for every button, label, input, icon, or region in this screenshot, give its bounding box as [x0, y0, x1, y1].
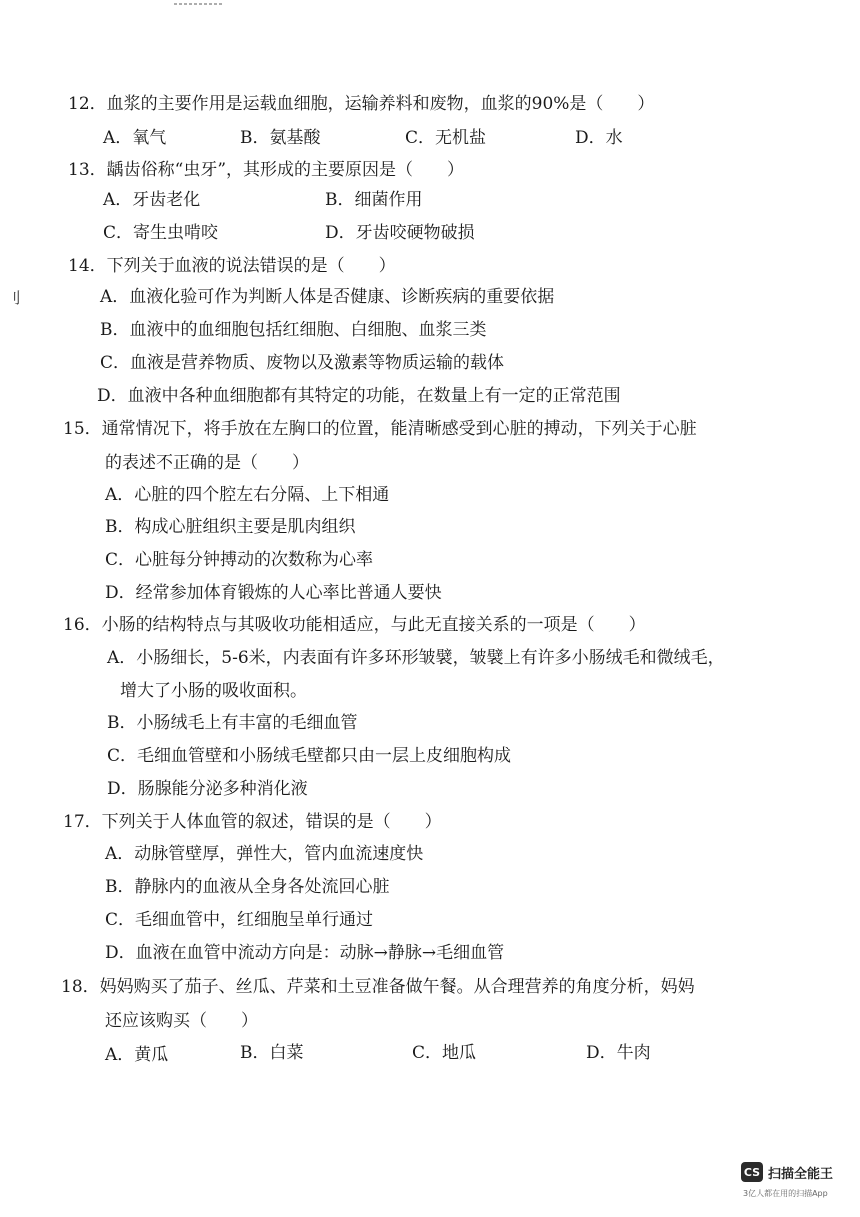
question-17-stem: 17．下列关于人体血管的叙述，错误的是（ ） — [63, 812, 442, 832]
question-15-option-b: B．构成心脏组织主要是肌肉组织 — [105, 517, 356, 537]
question-17-option-b: B．静脉内的血液从全身各处流回心脏 — [105, 877, 390, 897]
question-18-stem-line-1: 18．妈妈购买了茄子、丝瓜、芹菜和土豆准备做午餐。从合理营养的角度分析，妈妈 — [61, 977, 695, 997]
question-12-option-c: C．无机盐 — [405, 128, 487, 148]
question-13-option-b: B．细菌作用 — [325, 190, 423, 210]
question-12-stem: 12．血浆的主要作用是运载血细胞，运输养料和废物，血浆的90%是（ ） — [68, 94, 655, 114]
margin-mark: 刂 — [6, 289, 22, 307]
question-15-option-d: D．经常参加体育锻炼的人心率比普通人要快 — [105, 583, 442, 603]
camscanner-logo-icon: CS — [741, 1162, 763, 1182]
question-18-option-c: C．地瓜 — [412, 1043, 477, 1063]
question-14-option-d: D．血液中各种血细胞都有其特定的功能，在数量上有一定的正常范围 — [97, 386, 621, 406]
question-17-option-d: D．血液在血管中流动方向是：动脉→静脉→毛细血管 — [105, 943, 505, 963]
question-16-option-d: D．肠腺能分泌多种消化液 — [107, 779, 308, 799]
scanner-watermark — [741, 1162, 833, 1182]
question-15-stem-line-2: 的表述不正确的是（ ） — [105, 453, 309, 473]
question-17-option-a: A．动脉管壁厚，弹性大，管内血流速度快 — [105, 844, 424, 864]
question-16-option-c: C．毛细血管壁和小肠绒毛壁都只由一层上皮细胞构成 — [107, 746, 512, 766]
question-13-option-a: A．牙齿老化 — [103, 190, 201, 210]
question-14-stem: 14．下列关于血液的说法错误的是（ ） — [68, 256, 396, 276]
scanner-tagline: 3亿人都在用的扫描App — [743, 1189, 828, 1198]
question-16-stem: 16．小肠的结构特点与其吸收功能相适应，与此无直接关系的一项是（ ） — [63, 615, 646, 635]
scan-artifact-mark — [174, 3, 222, 5]
question-12-option-d: D．水 — [575, 128, 623, 148]
question-14-option-b: B．血液中的血细胞包括红细胞、白细胞、血浆三类 — [100, 320, 487, 340]
question-16-option-a-line-1: A．小肠细长，5-6米，内表面有许多环形皱襞，皱襞上有许多小肠绒毛和微绒毛， — [107, 648, 725, 668]
question-14-option-a: A．血液化验可作为判断人体是否健康、诊断疾病的重要依据 — [100, 287, 555, 307]
question-12-option-b: B．氨基酸 — [240, 128, 321, 148]
question-13-option-d: D．牙齿咬硬物破损 — [325, 223, 475, 243]
question-18-option-b: B．白菜 — [240, 1043, 304, 1063]
scanner-brand-name: 扫描全能王 — [768, 1166, 834, 1182]
question-18-option-d: D．牛肉 — [586, 1043, 651, 1063]
question-18-stem-line-2: 还应该购买（ ） — [105, 1011, 258, 1031]
question-15-option-c: C．心脏每分钟搏动的次数称为心率 — [105, 550, 374, 570]
question-15-option-a: A．心脏的四个腔左右分隔、上下相通 — [105, 485, 390, 505]
question-12-option-a: A．氧气 — [103, 128, 167, 148]
question-13-stem: 13．龋齿俗称“虫牙”，其形成的主要原因是（ ） — [68, 160, 465, 180]
question-15-stem-line-1: 15．通常情况下，将手放在左胸口的位置，能清晰感受到心脏的搏动，下列关于心脏 — [63, 419, 697, 439]
question-18-option-a: A．黄瓜 — [105, 1045, 169, 1065]
question-17-option-c: C．毛细血管中，红细胞呈单行通过 — [105, 910, 374, 930]
question-16-option-b: B．小肠绒毛上有丰富的毛细血管 — [107, 713, 358, 733]
question-16-option-a-line-2: 增大了小肠的吸收面积。 — [120, 681, 307, 701]
question-13-option-c: C．寄生虫啃咬 — [103, 223, 219, 243]
question-14-option-c: C．血液是营养物质、废物以及激素等物质运输的载体 — [100, 353, 505, 373]
